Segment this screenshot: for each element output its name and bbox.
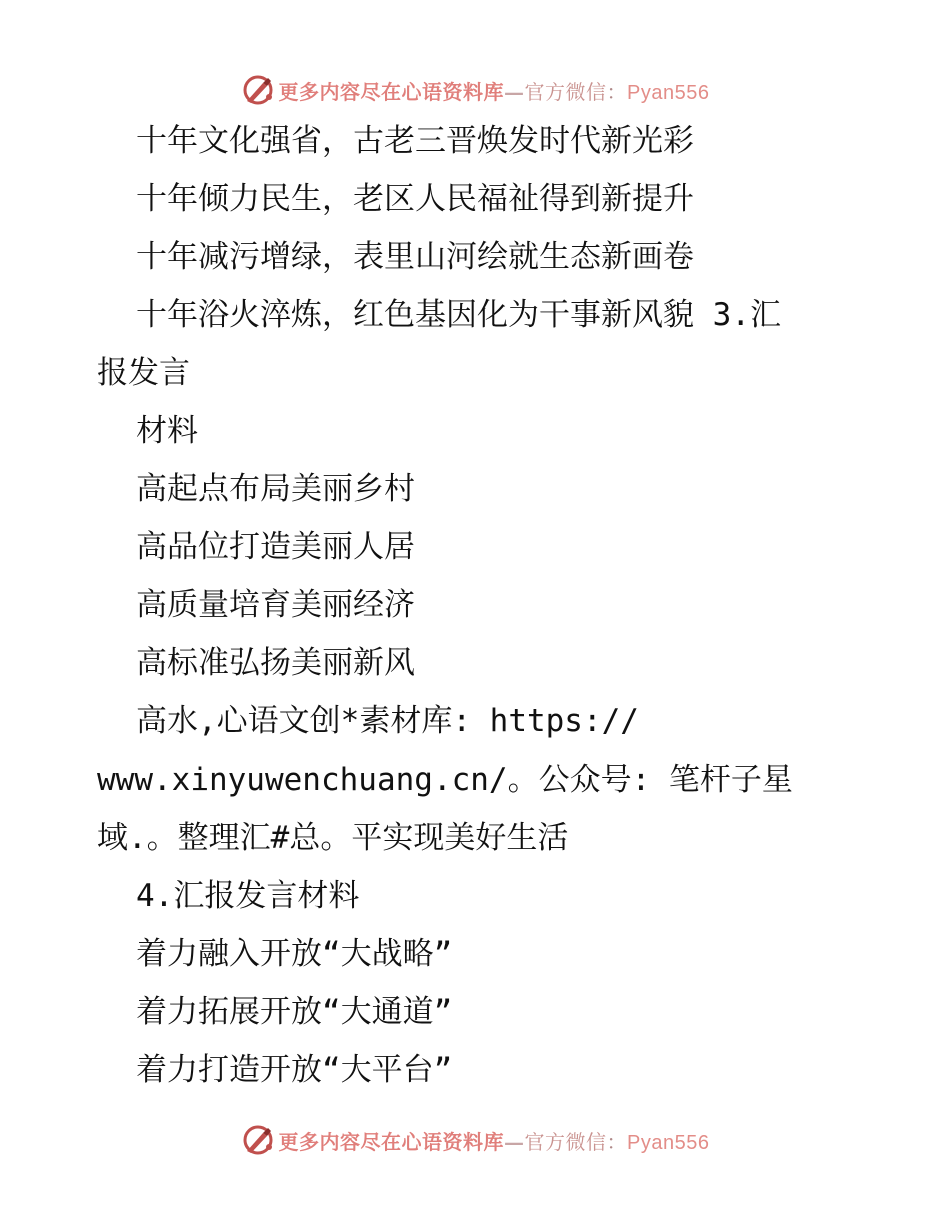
body-line: 高质量培育美丽经济 (136, 587, 415, 623)
watermark-sep: ： (606, 1129, 628, 1154)
watermark-official: 官方微信 (524, 1129, 607, 1154)
body-line: 高起点布局美丽乡村 (136, 471, 415, 507)
body-line: 高标准弘扬美丽新风 (136, 645, 415, 681)
body-line: 着力打造开放“大平台” (136, 1052, 453, 1088)
pen-logo-icon (241, 73, 275, 107)
body-line: 报发言 (97, 355, 190, 391)
watermark-id: Pyan556 (627, 81, 710, 104)
watermark-group (241, 73, 710, 107)
body-line: 4.汇报发言材料 (136, 878, 360, 914)
body-line: 十年文化强省，古老三晋焕发时代新光彩 (136, 123, 694, 159)
body-line: 域.。整理汇#总。平实现美好生活 (97, 820, 569, 856)
pen-logo-icon (241, 1123, 275, 1157)
watermark-official: 官方微信 (524, 79, 607, 104)
watermark-group (241, 1123, 710, 1157)
body-line: 十年减污增绿，表里山河绘就生态新画卷 (136, 239, 694, 275)
body-line: 十年倾力民生，老区人民福祉得到新提升 (136, 181, 694, 217)
body-line: 高水,心语文创*素材库: https:// (136, 703, 639, 739)
watermark-dash: — (504, 1129, 525, 1154)
body-line: 高品位打造美丽人居 (136, 529, 415, 565)
watermark-id: Pyan556 (627, 1131, 710, 1154)
watermark-main: 更多内容尽在心语资料库 (278, 1129, 505, 1154)
watermark-text (279, 76, 710, 105)
body-line: 着力融入开放“大战略” (136, 936, 453, 972)
body-line: www.xinyuwenchuang.cn/。公众号: 笔杆子星 (97, 762, 793, 798)
body-line: 十年浴火淬炼，红色基因化为干事新风貌 3.汇 (136, 297, 781, 333)
header-watermark (0, 70, 950, 110)
footer-watermark (0, 1120, 950, 1160)
watermark-text (279, 1126, 710, 1155)
body-line: 材料 (136, 413, 198, 449)
watermark-main: 更多内容尽在心语资料库 (278, 79, 505, 104)
watermark-sep: ： (606, 79, 628, 104)
watermark-dash: — (504, 79, 525, 104)
body-line: 着力拓展开放“大通道” (136, 994, 453, 1030)
